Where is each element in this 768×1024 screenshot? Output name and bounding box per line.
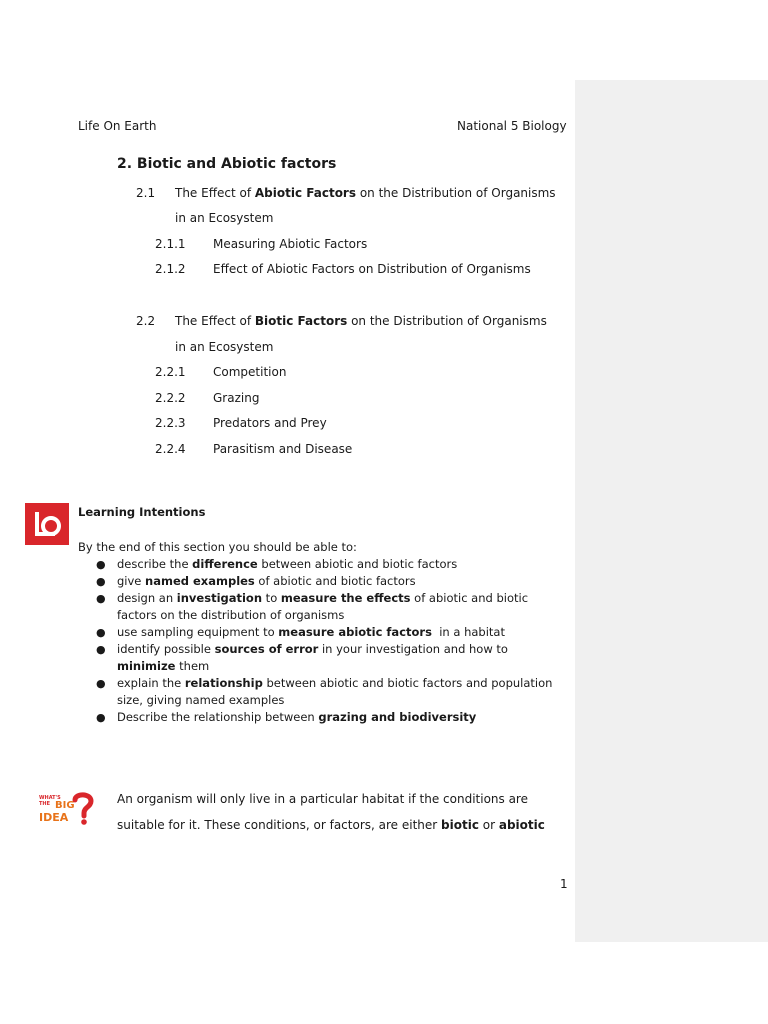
sub2-item-2-text: Grazing [213,391,260,405]
goal-text: Describe the relationship between [117,710,319,724]
goal-text: in your investigation and how to [318,642,508,656]
goal-text: of abiotic and biotic factors on the distribution of organisms [117,591,529,622]
list-item [78,709,568,726]
sub2-title [175,314,547,328]
goal-bold: investigation [176,591,263,605]
sub1-item-1-text: Measuring Abiotic Factors [213,237,368,251]
goal-text: design an [117,591,177,605]
bullet-icon: ● [96,592,106,605]
big-idea-logo [38,792,94,826]
goal-bold: relationship [184,676,263,690]
big-idea-text: or [478,818,499,832]
sub1-title-pre: The Effect of [175,186,255,200]
header-right: National 5 Biology [457,119,567,133]
list-item [78,590,568,624]
sub2-item-3-number: 2.2.3 [155,416,186,430]
sub1-item-1-number: 2.1.1 [155,237,186,251]
header-left: Life On Earth [78,119,157,133]
sub1-title-bold: Abiotic Factors [254,186,356,200]
big-idea-icon [38,792,94,826]
big-idea-bold-biotic: biotic [441,818,479,832]
bullet-icon: ● [96,626,106,639]
goal-bold: minimize [117,659,176,673]
goal-bold: measure abiotic factors [278,625,432,639]
goal-text: explain the [117,676,185,690]
sub2-item-4-number: 2.2.4 [155,442,186,456]
big-idea-line-2 [117,818,545,832]
big-idea-what: WHAT'S [39,795,61,801]
list-item [78,624,568,641]
goal-bold: difference [192,557,258,571]
goal-bold: grazing and biodiversity [318,710,477,724]
learning-intro: By the end of this section you should be able to: [78,540,357,554]
big-idea-line-1: An organism will only live in a particular habitat if the conditions are [117,792,528,806]
big-idea-bold-abiotic: abiotic [498,818,545,832]
list-item [78,556,568,573]
goal-bold: measure the effects [280,591,411,605]
goal-bold: sources of error [214,642,319,656]
sub2-title-cont: in an Ecosystem [175,340,274,354]
bullet-icon: ● [96,575,106,588]
list-item [78,675,568,709]
bullet-icon: ● [96,643,106,656]
sub2-item-1-text: Competition [213,365,287,379]
goal-bold: named examples [145,574,255,588]
sub1-title-cont: in an Ecosystem [175,211,274,225]
goal-text: in a habitat [431,625,505,639]
learning-intentions-title: Learning Intentions [78,505,206,519]
page-number: 1 [560,877,568,891]
goal-text: to [262,591,281,605]
goal-text: give [117,574,146,588]
goal-text: them [175,659,210,673]
goal-text: between abiotic and biotic factors and population size, giving named examples [117,676,553,707]
bullet-icon: ● [96,558,106,571]
sub2-item-2-number: 2.2.2 [155,391,186,405]
bullet-icon: ● [96,677,106,690]
goal-text: of abiotic and biotic factors [254,574,416,588]
comment-margin-pane [575,80,768,942]
sub1-title-post: on the Distribution of Organisms [356,186,556,200]
goal-text: between abiotic and biotic factors [257,557,458,571]
section-title: 2. Biotic and Abiotic factors [117,156,337,172]
big-idea-the: THE [39,801,51,807]
learning-intentions-logo [25,503,69,545]
big-idea-big: BIG [55,800,75,811]
sub2-item-3-text: Predators and Prey [213,416,327,430]
goal-text: describe the [117,557,193,571]
big-idea-idea: IDEA [39,811,69,824]
sub2-number: 2.2 [136,314,156,328]
list-item [78,573,568,590]
goal-text: use sampling equipment to [117,625,279,639]
list-item [78,641,568,675]
sub2-title-post: on the Distribution of Organisms [347,314,547,328]
sub1-item-2-text: Effect of Abiotic Factors on Distribution of Organisms [213,262,531,276]
sub1-number: 2.1 [136,186,156,200]
lo-icon [25,503,69,545]
sub2-title-bold: Biotic Factors [254,314,348,328]
learning-goals-list [78,556,568,726]
sub2-title-pre: The Effect of [175,314,255,328]
bullet-icon: ● [96,711,106,724]
sub2-item-4-text: Parasitism and Disease [213,442,353,456]
big-idea-text: suitable for it. These conditions, or factors, are either [117,818,442,832]
sub2-item-1-number: 2.2.1 [155,365,186,379]
sub1-item-2-number: 2.1.2 [155,262,186,276]
sub1-title [175,186,556,200]
goal-text: identify possible [117,642,215,656]
